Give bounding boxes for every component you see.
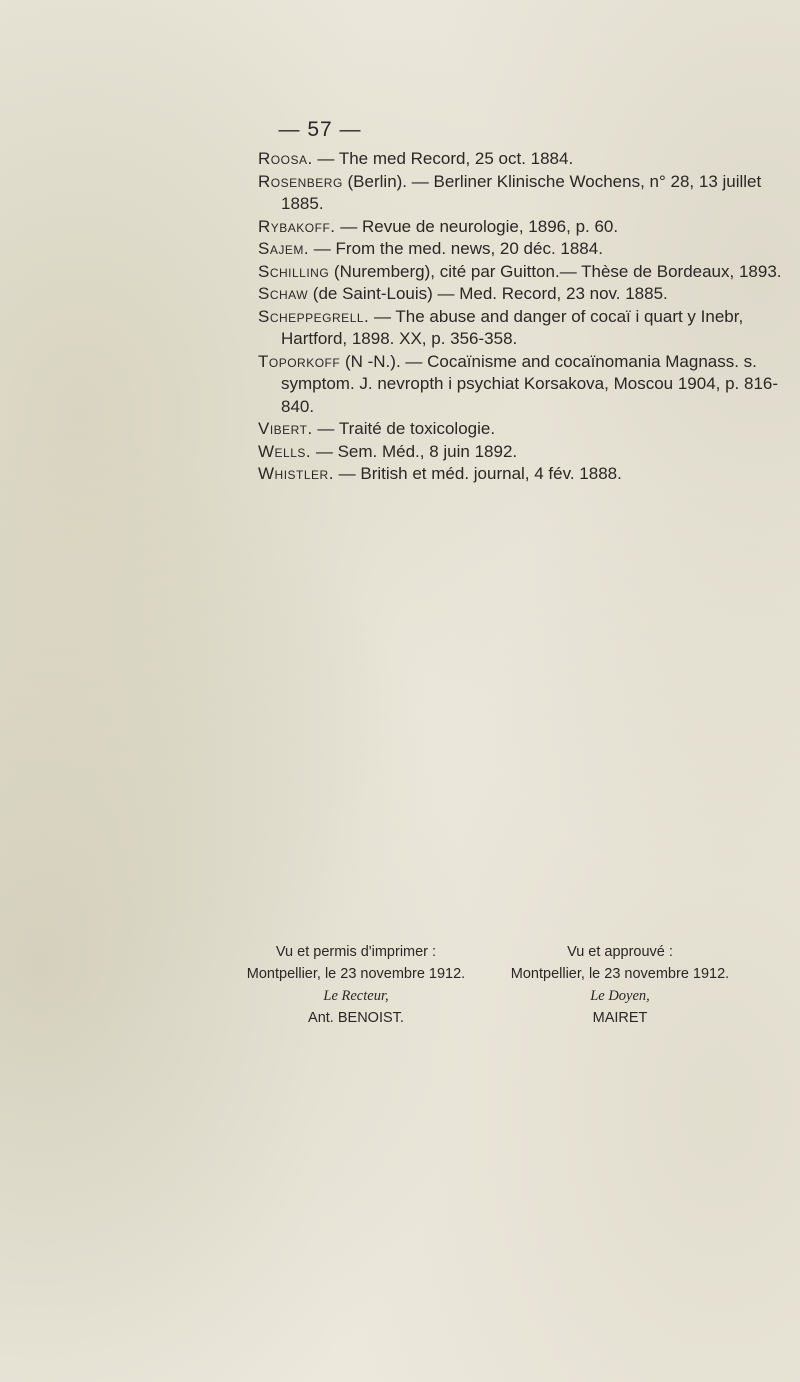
entry-text: — Traité de toxicologie. [312, 419, 496, 438]
bibliography-entry [258, 463, 798, 486]
entry-author: Scheppegrell. [258, 306, 370, 326]
entry-author: Vibert. [258, 419, 313, 438]
entry-author: Schilling [258, 261, 330, 281]
approval-date: Montpellier, le 23 novembre 1912. [510, 966, 730, 982]
entry-author: Whistler. [258, 464, 334, 483]
bibliography-entry [258, 351, 798, 419]
bibliography-entry [258, 261, 798, 284]
bibliography-entry [258, 148, 798, 171]
entry-text: — The med Record, 25 oct. 1884. [312, 149, 574, 168]
entry-text: — British et méd. journal, 4 fév. 1888. [333, 464, 622, 483]
approval-role: Le Recteur, [323, 988, 389, 1004]
bibliography-entry [258, 441, 798, 464]
entry-text: (N -N.). — Cocaïnisme and cocaïnomania Magnass. s. symptom. J. nevropth i psychiat Korsakova, Moscou 1904, p. 816-840. [281, 351, 779, 416]
entry-author: Toporkoff [258, 351, 341, 371]
entry-text: (Nuremberg), cité par Guitton.— Thèse de Bordeaux, 1893. [329, 261, 782, 281]
bibliography-entry [258, 216, 798, 239]
entry-author: Roosa. [258, 149, 313, 168]
entry-text: (de Saint-Louis) — Med. Record, 23 nov. 1885. [308, 284, 668, 303]
entry-author: Wells. [258, 441, 312, 461]
approval-line: Vu et approuvé : [567, 944, 673, 960]
approval-line: Vu et permis d'imprimer : [275, 944, 437, 960]
bibliography-entry [258, 238, 798, 261]
entry-author: Rosenberg [258, 171, 343, 191]
entry-text: — Revue de neurologie, 1896, p. 60. [335, 216, 619, 236]
entry-text: — From the med. news, 20 déc. 1884. [309, 239, 603, 258]
entry-author: Sajem. [258, 239, 310, 258]
bibliography-list [258, 148, 798, 486]
bibliography-entry [258, 171, 798, 216]
bibliography-entry [258, 306, 798, 351]
bibliography-entry [258, 283, 798, 306]
approval-role: Le Doyen, [590, 988, 650, 1004]
entry-text: — Sem. Méd., 8 juin 1892. [311, 441, 518, 461]
approval-date: Montpellier, le 23 novembre 1912. [246, 966, 466, 982]
rector-approval-block [226, 941, 486, 1029]
approval-signatory: MAIRET [592, 1010, 648, 1026]
entry-text: — The abuse and danger of cocaï i quart y Inebr, Hartford, 1898. XX, p. 356-358. [281, 306, 744, 348]
bibliography-entry [258, 418, 798, 441]
page-number: — 57 — [278, 118, 362, 141]
entry-text: (Berlin). — Berliner Klinische Wochens, n° 28, 13 juillet 1885. [281, 171, 762, 213]
approval-signatory: Ant. BENOIST. [308, 1010, 404, 1026]
entry-author: Schaw [258, 284, 309, 303]
entry-author: Rybakoff. [258, 216, 336, 236]
dean-approval-block [490, 941, 750, 1029]
